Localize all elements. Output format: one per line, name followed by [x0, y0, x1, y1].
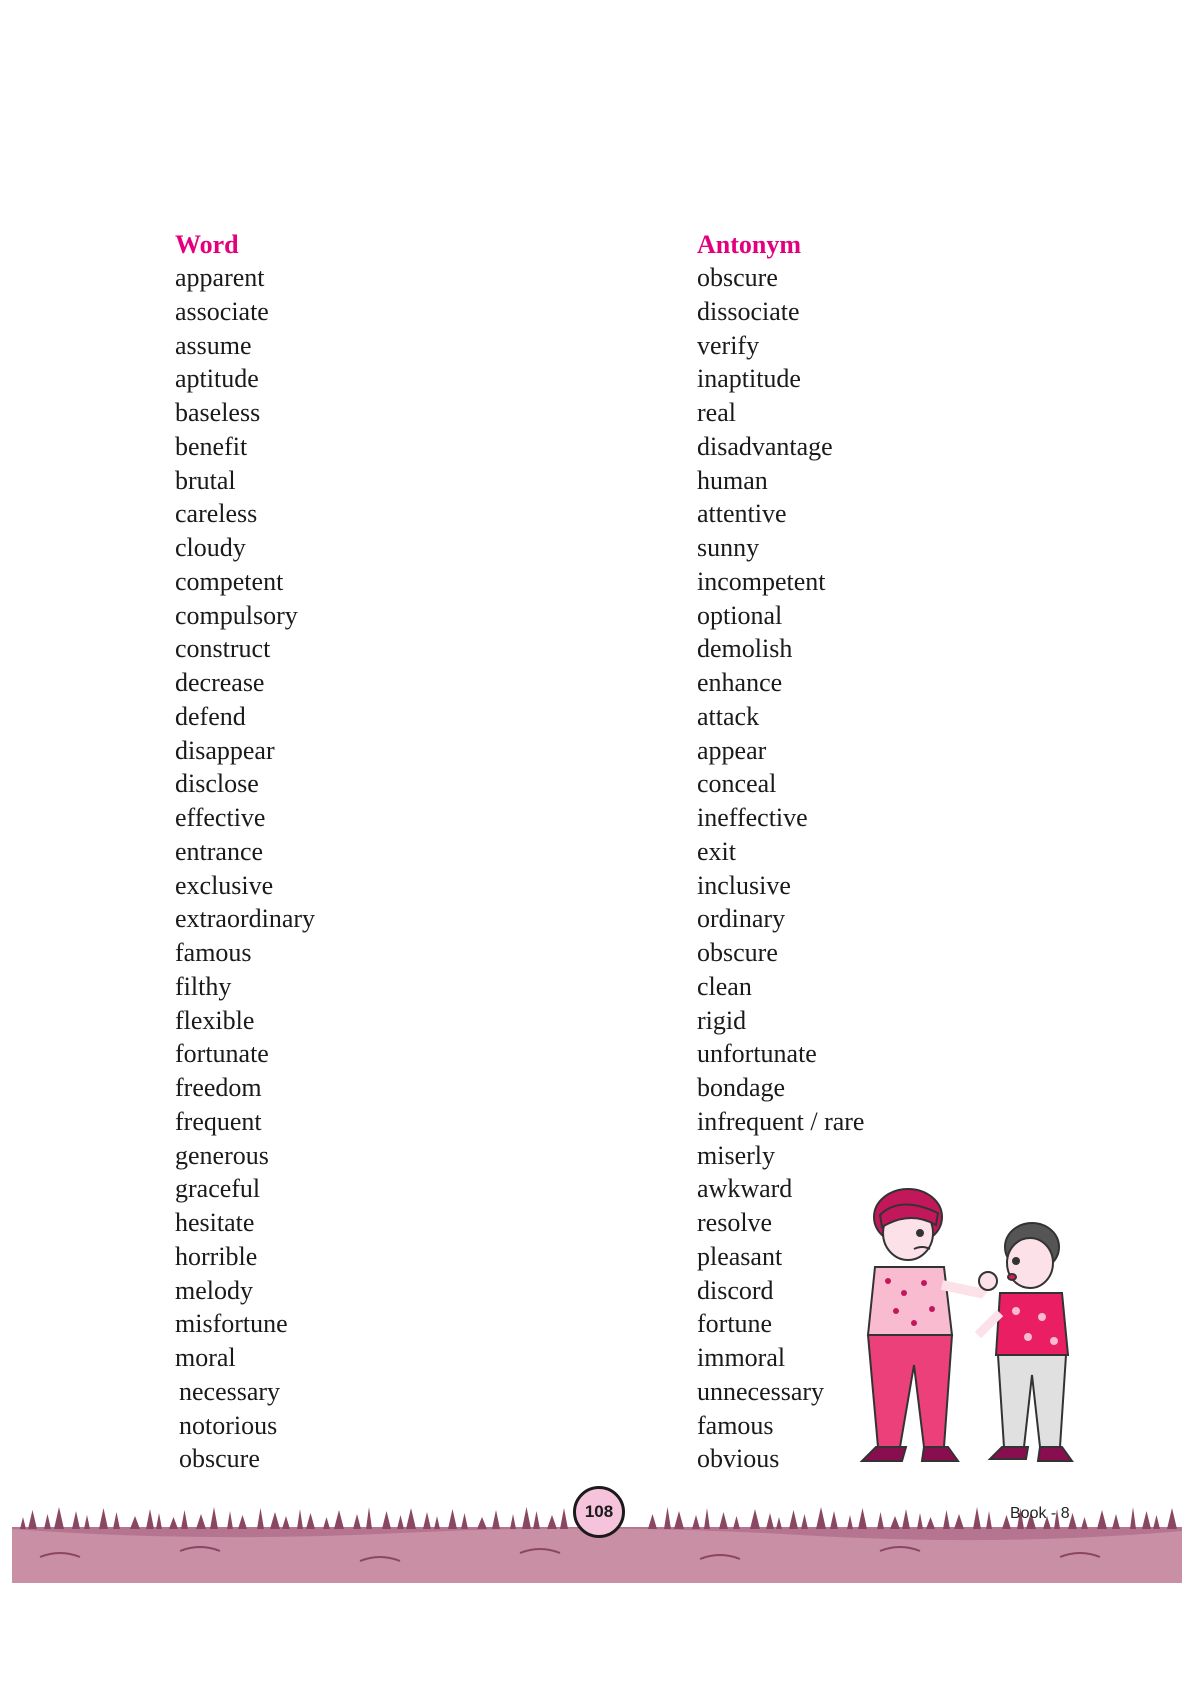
word-item: compulsory [175, 600, 298, 630]
word-item: associate [175, 296, 269, 326]
word-item: disclose [175, 769, 259, 799]
page-number-badge: 108 [573, 1486, 625, 1538]
word-column [175, 228, 595, 1476]
tree-icon [789, 1510, 798, 1529]
tree-icon [181, 1510, 188, 1529]
tree-icon [692, 1515, 700, 1529]
word-item: flexible [175, 1005, 255, 1035]
tree-icon [986, 1511, 992, 1529]
antonym-item: obvious [697, 1444, 780, 1474]
tree-icon [890, 1516, 900, 1529]
tree-icon [766, 1513, 774, 1529]
tree-icon [776, 1517, 782, 1529]
book-label: Book - 8 [1010, 1505, 1070, 1522]
antonym-item: pleasant [697, 1241, 783, 1271]
tree-icon [169, 1517, 178, 1529]
antonym-item: attack [697, 701, 760, 731]
tree-icon [28, 1510, 37, 1529]
tree-icon [434, 1516, 440, 1529]
word-item: extraordinary [175, 904, 316, 934]
tree-icon [323, 1517, 330, 1529]
tree-icon [1097, 1510, 1107, 1529]
tree-icon [704, 1508, 710, 1529]
tree-icon [84, 1515, 90, 1529]
word-item: baseless [175, 398, 261, 427]
tree-icon [492, 1510, 500, 1529]
tree-icon [1153, 1515, 1160, 1529]
word-item: decrease [175, 668, 265, 697]
word-item: filthy [175, 971, 232, 1001]
word-item: brutal [175, 465, 236, 495]
word-item: frequent [175, 1106, 262, 1136]
tree-icon [227, 1511, 233, 1529]
antonym-item: inaptitude [697, 364, 801, 394]
tree-icon [917, 1513, 923, 1529]
children-illustration [840, 1185, 1090, 1485]
word-item: fortunate [175, 1039, 269, 1069]
tree-icon [334, 1510, 344, 1529]
word-column-header: Word [175, 230, 239, 259]
tree-icon [477, 1517, 487, 1529]
tree-icon [510, 1514, 516, 1529]
tree-icon [1142, 1511, 1151, 1529]
antonym-column-header: Antonym [697, 230, 802, 259]
word-item: necessary [179, 1376, 281, 1406]
antonym-item: enhance [697, 668, 783, 697]
tree-icon [20, 1517, 26, 1529]
word-item: entrance [175, 836, 264, 866]
antonym-item: dissociate [697, 296, 800, 326]
antonym-item: rigid [697, 1005, 747, 1035]
antonym-item: miserly [697, 1140, 775, 1170]
antonym-item: incompetent [697, 566, 826, 596]
word-item: melody [175, 1275, 253, 1305]
word-item: hesitate [175, 1208, 255, 1237]
tree-icon [1130, 1507, 1136, 1529]
antonym-item: ineffective [697, 803, 808, 832]
word-item: generous [175, 1140, 269, 1170]
tree-icon [522, 1507, 531, 1529]
tree-icon [448, 1509, 457, 1529]
tree-icon [877, 1512, 884, 1529]
tree-icon [297, 1509, 303, 1529]
word-item: apparent [175, 263, 265, 292]
word-item: notorious [179, 1410, 278, 1440]
tree-icon [902, 1509, 910, 1529]
antonym-item: human [697, 465, 768, 495]
tree-icon [533, 1511, 540, 1529]
antonym-item: unnecessary [697, 1376, 825, 1406]
word-item: aptitude [175, 364, 259, 394]
word-item: graceful [175, 1174, 261, 1204]
tree-icon [1112, 1514, 1120, 1529]
tree-icon [210, 1507, 218, 1529]
tree-icon [461, 1513, 468, 1529]
tree-icon [1081, 1517, 1088, 1529]
tree-icon [733, 1516, 740, 1529]
tree-icon [156, 1513, 162, 1529]
tree-icon [99, 1508, 108, 1529]
tree-icon [406, 1508, 416, 1529]
antonym-item: real [697, 398, 736, 427]
tree-icon [847, 1515, 853, 1529]
tree-icon [560, 1508, 568, 1529]
antonym-item: exit [697, 836, 736, 866]
tree-icon [257, 1508, 264, 1529]
word-item: freedom [175, 1073, 262, 1102]
antonym-item: famous [697, 1410, 774, 1440]
word-item: misfortune [175, 1309, 288, 1339]
tree-icon [270, 1512, 280, 1529]
tree-icon [72, 1511, 80, 1529]
tree-icon [54, 1507, 64, 1529]
antonym-item: sunny [697, 533, 760, 562]
tree-icon [750, 1509, 760, 1529]
tree-icon [353, 1514, 361, 1529]
antonym-item: optional [697, 600, 783, 630]
tree-icon [954, 1514, 964, 1529]
word-item: careless [175, 499, 258, 529]
tree-icon [238, 1515, 247, 1529]
tree-icon [719, 1512, 728, 1529]
antonym-item: infrequent / rare [697, 1106, 865, 1136]
antonym-item: bondage [697, 1073, 786, 1102]
tree-icon [397, 1515, 404, 1529]
antonym-item: attentive [697, 499, 787, 529]
antonym-item: appear [697, 735, 767, 765]
tree-icon [830, 1511, 838, 1529]
tree-icon [926, 1517, 935, 1529]
word-list [175, 261, 595, 1476]
tree-icon [648, 1514, 657, 1529]
antonym-item: disadvantage [697, 431, 833, 461]
antonym-item: awkward [697, 1174, 793, 1204]
antonym-item: ordinary [697, 904, 786, 934]
tree-icon [664, 1507, 671, 1529]
tree-icon [196, 1514, 206, 1529]
word-item: horrible [175, 1241, 258, 1271]
word-item: disappear [175, 735, 275, 765]
word-item: famous [175, 938, 252, 967]
word-item: assume [175, 330, 252, 360]
antonym-item: demolish [697, 634, 793, 664]
word-item: exclusive [175, 870, 274, 900]
antonym-item: conceal [697, 769, 777, 799]
tree-icon [382, 1511, 391, 1529]
tree-icon [973, 1507, 981, 1529]
tree-icon [943, 1510, 950, 1529]
word-item: cloudy [175, 533, 246, 562]
tree-icon [366, 1507, 372, 1529]
tree-icon [674, 1511, 684, 1529]
antonym-item: immoral [697, 1343, 786, 1372]
tree-icon [801, 1514, 808, 1529]
tree-icon [130, 1516, 140, 1529]
word-item: moral [175, 1343, 236, 1372]
tree-icon [146, 1509, 154, 1529]
antonym-item: verify [697, 330, 760, 360]
tree-icon [423, 1512, 431, 1529]
antonym-item: inclusive [697, 870, 791, 900]
antonym-item: fortune [697, 1309, 773, 1339]
antonym-item: obscure [697, 938, 778, 967]
tree-icon [816, 1507, 826, 1529]
boy-right-figure [978, 1223, 1072, 1461]
antonym-item: clean [697, 971, 752, 1001]
antonym-item: discord [697, 1275, 774, 1305]
word-item: competent [175, 566, 284, 596]
word-item: defend [175, 701, 246, 731]
tree-icon [547, 1515, 557, 1529]
antonym-item: unfortunate [697, 1039, 817, 1069]
word-item: benefit [175, 431, 248, 461]
tree-icon [306, 1513, 315, 1529]
word-item: obscure [179, 1444, 260, 1474]
word-item: effective [175, 803, 266, 832]
tree-icon [44, 1514, 51, 1529]
boy-left-figure [862, 1189, 997, 1461]
tree-icon [858, 1508, 867, 1529]
word-item: construct [175, 634, 271, 664]
tree-icon [1167, 1508, 1177, 1529]
antonym-item: resolve [697, 1208, 773, 1237]
tree-icon [282, 1516, 290, 1529]
antonym-item: obscure [697, 263, 778, 292]
tree-icon [113, 1512, 120, 1529]
